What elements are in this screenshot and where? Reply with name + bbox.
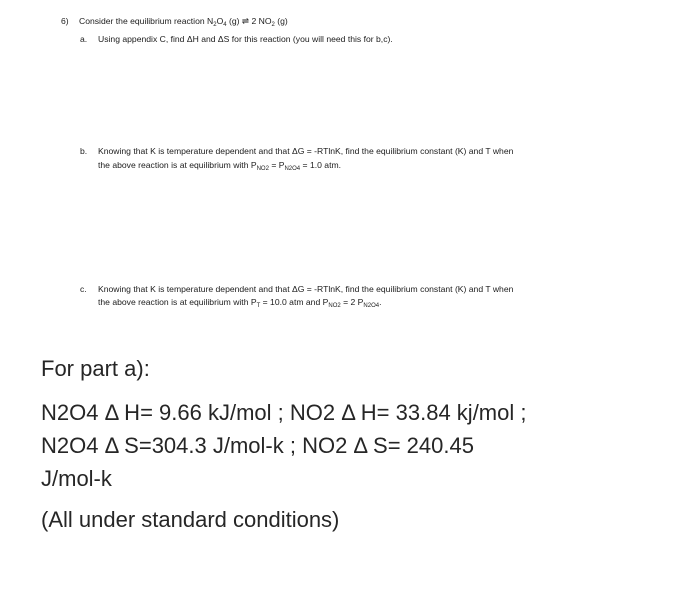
part-c-equals: = 2 P: [340, 297, 364, 307]
part-c-end: .: [379, 297, 382, 307]
part-b-line2-start: the above reaction is at equilibrium with P: [98, 160, 257, 170]
note-entropy-unit: J/mol-k: [41, 466, 112, 491]
part-b-line1: Knowing that K is temperature dependent and that ΔG = -RTlnK, find the equilibrium constant (K) and T when: [98, 146, 514, 156]
question-stem: [79, 16, 288, 31]
pressure-subscript: T: [256, 303, 261, 309]
part-c-line2: [98, 297, 381, 312]
part-b-marker: b.: [80, 146, 88, 156]
stem-end: (g): [274, 16, 288, 26]
stem-subscript: 2: [271, 22, 275, 28]
part-c-line1: Knowing that K is temperature dependent and that ΔG = -RTlnK, find the equilibrium constant (K) and T when: [98, 284, 514, 294]
stem-middle: (g) ⇌ 2 NO: [226, 16, 272, 26]
part-a-marker: a.: [80, 34, 88, 44]
part-b-line2: [98, 160, 341, 175]
stem-subscript: 2: [213, 22, 217, 28]
part-c-middle: = 10.0 atm and P: [260, 297, 329, 307]
note-conditions: (All under standard conditions): [41, 507, 340, 532]
note-heading: For part a):: [41, 356, 150, 381]
part-b-equals: = P: [268, 160, 285, 170]
question-number: 6): [61, 16, 69, 26]
stem-subscript: 4: [223, 22, 227, 28]
stem-prefix: Consider the equilibrium reaction N: [79, 16, 214, 26]
note-enthalpy-line: N2O4 Δ H= 9.66 kJ/mol ; NO2 Δ H= 33.84 kj/mol ;: [41, 400, 527, 425]
part-b-value: = 1.0 atm.: [300, 160, 341, 170]
pressure-subscript: NO2: [256, 166, 269, 172]
pressure-subscript: NO2: [328, 303, 341, 309]
stem-oxygen: O: [216, 16, 224, 26]
part-c-marker: c.: [80, 284, 87, 294]
pressure-subscript: N2O4: [284, 166, 301, 172]
pressure-subscript: N2O4: [363, 303, 380, 309]
note-entropy-line: N2O4 Δ S=304.3 J/mol-k ; NO2 Δ S= 240.45: [41, 433, 474, 458]
part-a-text: Using appendix C, find ΔH and ΔS for this reaction (you will need this for b,c).: [98, 34, 393, 44]
part-c-line2-start: the above reaction is at equilibrium with P: [98, 297, 257, 307]
